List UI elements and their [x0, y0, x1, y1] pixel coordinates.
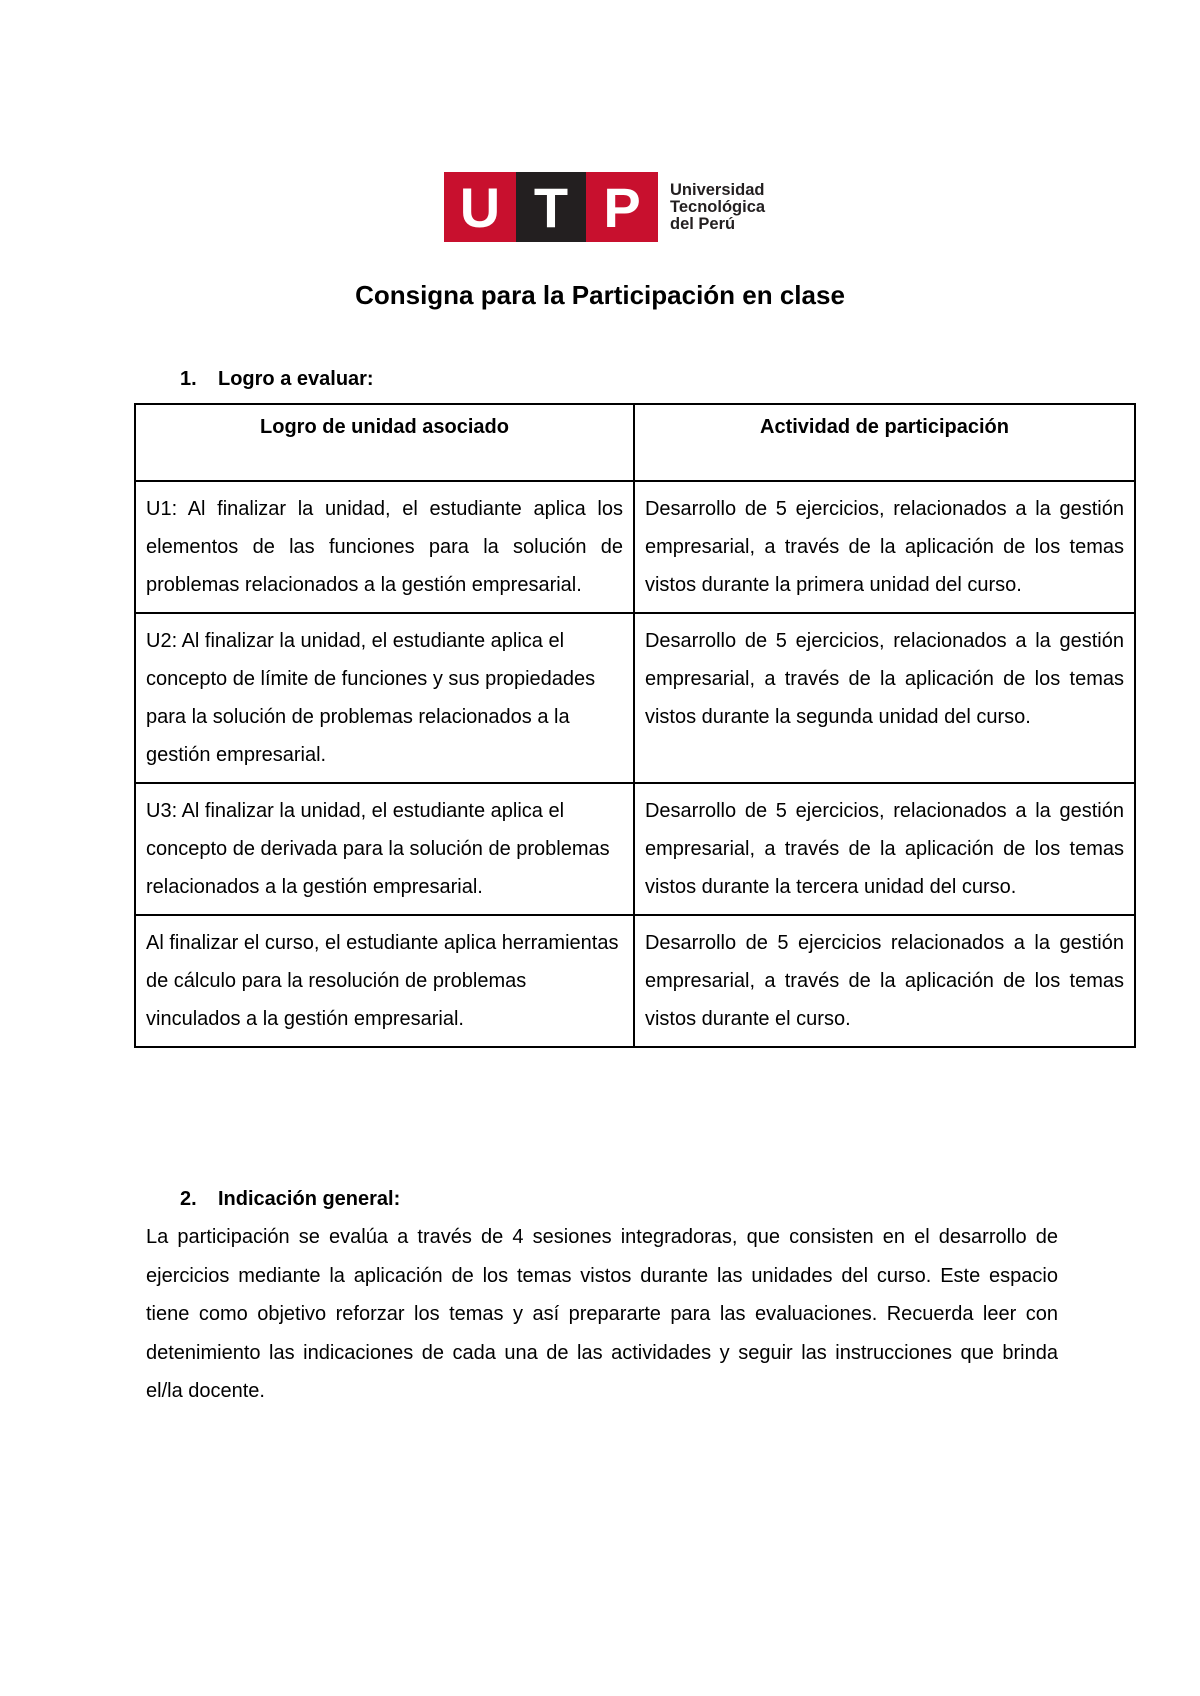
section-heading-logro — [180, 368, 374, 391]
section-number: 1. — [180, 368, 197, 390]
table-header-row — [135, 404, 1135, 481]
cell-actividad: Desarrollo de 5 ejercicios, relacionados a la gestión empresarial, a través de la aplicación de los temas vistos durante la segunda unidad del curso. — [634, 613, 1135, 783]
column-header-actividad: Actividad de participación — [634, 404, 1135, 481]
section-title: Logro a evaluar: — [218, 368, 374, 390]
table-row — [135, 481, 1135, 613]
cell-logro: U3: Al finalizar la unidad, el estudiante aplica el concepto de derivada para la solución de problemas relacionados a la gestión empresarial. — [135, 783, 634, 915]
logros-table — [134, 403, 1136, 1048]
section-number: 2. — [180, 1188, 197, 1210]
brand-line: Universidad — [670, 180, 765, 199]
column-header-logro: Logro de unidad asociado — [135, 404, 634, 481]
cell-logro: Al finalizar el curso, el estudiante aplica herramientas de cálculo para la resolución de problemas vinculados a la gestión empresarial. — [135, 915, 634, 1047]
section-title: Indicación general: — [218, 1188, 401, 1210]
table-row — [135, 915, 1135, 1047]
logo-letter-u: U — [444, 172, 516, 242]
indicacion-paragraph: La participación se evalúa a través de 4 sesiones integradoras, que consisten en el desarrollo de ejercicios mediante la aplicación de los temas vistos durante las unidades del curso. Este espacio tiene como objetivo reforzar los temas y así prepararte para las evaluaciones. Recuerda leer con detenimiento las indicaciones de cada una de las actividades y seguir las instrucciones que brinda el/la docente. — [146, 1226, 1058, 1402]
logo-letter-t: T — [516, 172, 586, 242]
table-row — [135, 783, 1135, 915]
section-heading-indicacion — [180, 1188, 400, 1211]
brand-line: del Perú — [670, 214, 736, 233]
cell-actividad: Desarrollo de 5 ejercicios relacionados a la gestión empresarial, a través de la aplicación de los temas vistos durante el curso. — [634, 915, 1135, 1047]
cell-actividad: Desarrollo de 5 ejercicios, relacionados a la gestión empresarial, a través de la aplicación de los temas vistos durante la tercera unidad del curso. — [634, 783, 1135, 915]
brand-line: Tecnológica — [670, 197, 766, 216]
page-title: Consigna para la Participación en clase — [355, 280, 845, 310]
logo-brand-text — [670, 182, 765, 233]
table-row — [135, 613, 1135, 783]
cell-logro: U2: Al finalizar la unidad, el estudiante aplica el concepto de límite de funciones y sus propiedades para la solución de problemas relacionados a la gestión empresarial. — [135, 613, 634, 783]
utp-logo — [444, 172, 765, 242]
cell-actividad: Desarrollo de 5 ejercicios, relacionados a la gestión empresarial, a través de la aplicación de los temas vistos durante la primera unidad del curso. — [634, 481, 1135, 613]
logo-letter-p: P — [586, 172, 658, 242]
cell-logro: U1: Al finalizar la unidad, el estudiante aplica los elementos de las funciones para la solución de problemas relacionados a la gestión empresarial. — [135, 481, 634, 613]
